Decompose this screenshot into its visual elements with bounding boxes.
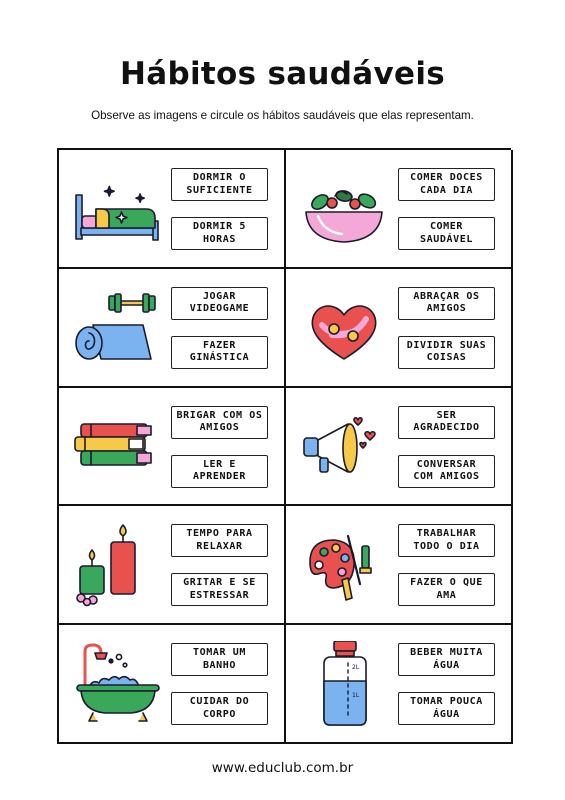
habit-card xyxy=(59,625,286,744)
habit-card xyxy=(286,269,513,388)
habit-card xyxy=(286,150,513,269)
svg-text:2L: 2L xyxy=(352,664,360,672)
option-bottom[interactable]: FAZER GINÁSTICA xyxy=(171,336,268,369)
habit-card xyxy=(286,388,513,507)
footer-website: www.educlub.com.br xyxy=(211,760,354,776)
instructions: Observe as imagens e circule os hábitos saudáveis que elas representam. xyxy=(91,109,474,122)
option-top[interactable]: TRABALHAR TODO O DIA xyxy=(398,524,495,557)
option-top[interactable]: ABRAÇAR OS AMIGOS xyxy=(398,287,495,320)
option-top[interactable]: BEBER MUITA ÁGUA xyxy=(398,643,495,676)
habit-card xyxy=(286,625,513,744)
option-top[interactable]: BRIGAR COM OS AMIGOS xyxy=(171,406,268,439)
svg-text:1L: 1L xyxy=(352,692,360,700)
option-top[interactable]: COMER DOCES CADA DIA xyxy=(398,168,495,201)
water-bottle-icon xyxy=(294,641,394,727)
option-bottom[interactable]: COMER SAUDÁVEL xyxy=(398,217,495,250)
habit-card xyxy=(59,506,286,625)
candles-icon xyxy=(67,522,167,608)
option-bottom[interactable]: DIVIDIR SUAS COISAS xyxy=(398,336,495,369)
option-top[interactable]: SER AGRADECIDO xyxy=(398,406,495,439)
option-bottom[interactable]: FAZER O QUE AMA xyxy=(398,573,495,606)
option-bottom[interactable]: TOMAR POUCA ÁGUA xyxy=(398,692,495,725)
option-bottom[interactable]: LER E APRENDER xyxy=(171,455,268,488)
page-title: Hábitos saudáveis xyxy=(120,56,445,92)
option-bottom[interactable]: CONVERSAR COM AMIGOS xyxy=(398,455,495,488)
bathtub-icon xyxy=(67,641,167,727)
megaphone-hearts-icon xyxy=(294,404,394,490)
option-bottom[interactable]: CUIDAR DO CORPO xyxy=(171,692,268,725)
option-top[interactable]: JOGAR VIDEOGAME xyxy=(171,287,268,320)
hugging-heart-icon xyxy=(294,285,394,371)
habit-card xyxy=(59,150,286,269)
option-bottom[interactable]: DORMIR 5 HORAS xyxy=(171,217,268,250)
bed-icon xyxy=(67,166,167,252)
salad-bowl-icon xyxy=(294,166,394,252)
books-stack-icon xyxy=(67,404,167,490)
habit-card xyxy=(59,388,286,507)
option-top[interactable]: DORMIR O SUFICIENTE xyxy=(171,168,268,201)
dumbbell-yoga-mat-icon xyxy=(67,285,167,371)
option-bottom[interactable]: GRITAR E SE ESTRESSAR xyxy=(171,573,268,606)
habit-card xyxy=(286,506,513,625)
option-top[interactable]: TEMPO PARA RELAXAR xyxy=(171,524,268,557)
option-top[interactable]: TOMAR UM BANHO xyxy=(171,643,268,676)
habit-card xyxy=(59,269,286,388)
habits-grid xyxy=(57,148,511,744)
paint-palette-icon xyxy=(294,522,394,608)
